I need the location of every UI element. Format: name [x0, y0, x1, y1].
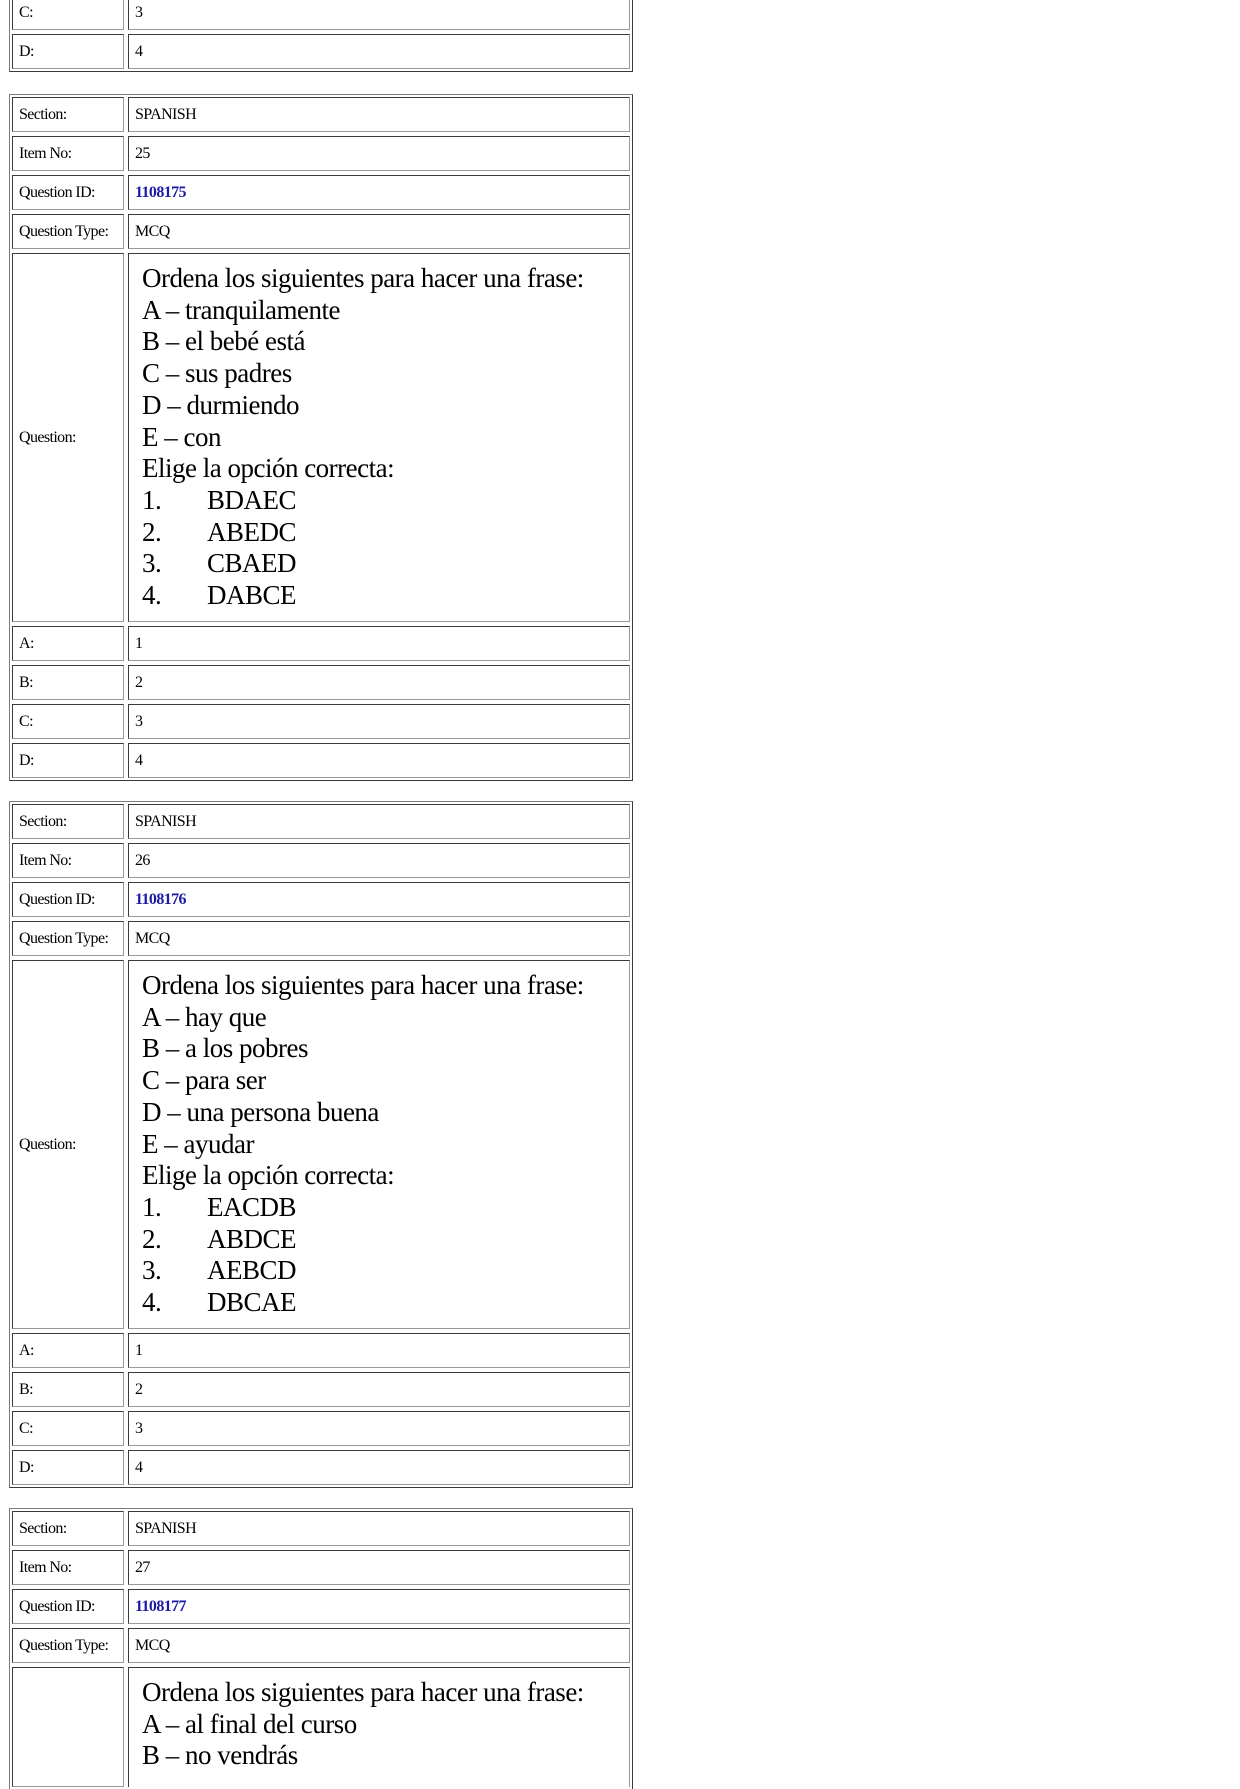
- question-table-item-25: [9, 94, 633, 781]
- question-part: B – a los pobres: [142, 1033, 308, 1064]
- option-number: 3.: [142, 548, 162, 579]
- option-number: 3.: [142, 1255, 162, 1286]
- question-type-value: MCQ: [128, 214, 630, 249]
- answer-label: A:: [12, 626, 124, 661]
- answer-value: 4: [128, 34, 630, 69]
- question-type-label: Question Type:: [12, 214, 124, 249]
- question-type-row: [12, 214, 630, 249]
- answer-label: D:: [12, 34, 124, 69]
- answer-row-b: [12, 1372, 630, 1407]
- answer-value: 2: [128, 665, 630, 700]
- section-row: [12, 1511, 630, 1546]
- section-label: Section:: [12, 97, 124, 132]
- question-part: A – al final del curso: [142, 1708, 357, 1739]
- question-id-label: Question ID:: [12, 175, 124, 210]
- answer-label: D:: [12, 743, 124, 778]
- answer-value: 1: [128, 626, 630, 661]
- answer-value: 2: [128, 1372, 630, 1407]
- question-id-label: Question ID:: [12, 882, 124, 917]
- option-number: 2.: [142, 516, 162, 547]
- question-prompt: Elige la opción correcta:: [142, 453, 395, 484]
- question-type-value: MCQ: [128, 921, 630, 956]
- question-row: [12, 1667, 630, 1787]
- question-option: [142, 548, 629, 580]
- question-part: B – no vendrás: [142, 1740, 298, 1771]
- question-table-partial: [9, 0, 633, 72]
- question-intro: Ordena los siguientes para hacer una frase:: [142, 1677, 584, 1707]
- question-part: E – ayudar: [142, 1128, 254, 1159]
- question-part: E – con: [142, 421, 221, 452]
- question-option: [142, 580, 629, 612]
- answer-label: C:: [12, 0, 124, 30]
- item-no-value: 25: [128, 136, 630, 171]
- question-id-row: [12, 175, 630, 210]
- question-id-value: 1108176: [128, 882, 630, 917]
- question-text: [128, 960, 630, 1329]
- answer-value: 3: [128, 1411, 630, 1446]
- question-id-row: [12, 1589, 630, 1624]
- item-no-value: 27: [128, 1550, 630, 1585]
- question-intro: Ordena los siguientes para hacer una frase:: [142, 263, 584, 293]
- question-label: Question:: [12, 253, 124, 622]
- item-no-value: 26: [128, 843, 630, 878]
- option-value: DBCAE: [207, 1287, 297, 1318]
- question-type-value: MCQ: [128, 1628, 630, 1663]
- item-no-label: Item No:: [12, 1550, 124, 1585]
- question-id-label: Question ID:: [12, 1589, 124, 1624]
- item-no-row: [12, 843, 630, 878]
- question-text: [128, 253, 630, 622]
- option-number: 4.: [142, 1287, 162, 1318]
- question-option: [142, 485, 629, 517]
- answer-value: 3: [128, 0, 630, 30]
- section-row: [12, 804, 630, 839]
- answer-label: B:: [12, 1372, 124, 1407]
- question-option: [142, 1192, 629, 1224]
- question-intro: Ordena los siguientes para hacer una frase:: [142, 970, 584, 1000]
- question-type-label: Question Type:: [12, 921, 124, 956]
- question-row: [12, 960, 630, 1329]
- question-table-item-26: [9, 801, 633, 1488]
- question-type-row: [12, 1628, 630, 1663]
- option-value: ABDCE: [207, 1223, 297, 1254]
- answer-label: A:: [12, 1333, 124, 1368]
- question-option: [142, 1255, 629, 1287]
- option-number: 1.: [142, 484, 162, 515]
- question-row: [12, 253, 630, 622]
- item-no-row: [12, 136, 630, 171]
- answer-row-d: [12, 34, 630, 69]
- question-part: B – el bebé está: [142, 326, 305, 357]
- section-value: SPANISH: [128, 804, 630, 839]
- answer-row-a: [12, 626, 630, 661]
- answer-label: C:: [12, 704, 124, 739]
- option-value: DABCE: [207, 580, 297, 611]
- option-number: 4.: [142, 580, 162, 611]
- answer-row-d: [12, 1450, 630, 1485]
- answer-row-c: [12, 1411, 630, 1446]
- question-part: A – hay que: [142, 1001, 267, 1032]
- answer-value: 1: [128, 1333, 630, 1368]
- question-label: [12, 1667, 124, 1787]
- option-number: 1.: [142, 1191, 162, 1222]
- answer-label: C:: [12, 1411, 124, 1446]
- item-no-label: Item No:: [12, 136, 124, 171]
- option-value: EACDB: [207, 1191, 297, 1222]
- question-part: C – sus padres: [142, 358, 292, 389]
- question-id-value: 1108177: [128, 1589, 630, 1624]
- answer-row-b: [12, 665, 630, 700]
- option-value: ABEDC: [207, 516, 297, 547]
- question-id-value: 1108175: [128, 175, 630, 210]
- section-row: [12, 97, 630, 132]
- section-value: SPANISH: [128, 97, 630, 132]
- answer-row-a: [12, 1333, 630, 1368]
- answer-value: 3: [128, 704, 630, 739]
- question-table-item-27: [9, 1508, 633, 1789]
- option-value: AEBCD: [207, 1255, 297, 1286]
- option-value: BDAEC: [207, 484, 297, 515]
- answer-row-c: [12, 0, 630, 30]
- answer-label: B:: [12, 665, 124, 700]
- item-no-label: Item No:: [12, 843, 124, 878]
- option-value: CBAED: [207, 548, 297, 579]
- question-part: C – para ser: [142, 1065, 266, 1096]
- question-label: Question:: [12, 960, 124, 1329]
- question-part: D – durmiendo: [142, 389, 299, 420]
- question-option: [142, 517, 629, 549]
- question-option: [142, 1287, 629, 1319]
- answer-value: 4: [128, 1450, 630, 1485]
- question-prompt: Elige la opción correcta:: [142, 1160, 395, 1191]
- section-value: SPANISH: [128, 1511, 630, 1546]
- answer-row-c: [12, 704, 630, 739]
- question-type-row: [12, 921, 630, 956]
- answer-label: D:: [12, 1450, 124, 1485]
- question-type-label: Question Type:: [12, 1628, 124, 1663]
- question-option: [142, 1224, 629, 1256]
- answer-row-d: [12, 743, 630, 778]
- question-text: [128, 1667, 630, 1787]
- item-no-row: [12, 1550, 630, 1585]
- question-part: D – una persona buena: [142, 1096, 379, 1127]
- question-id-row: [12, 882, 630, 917]
- section-label: Section:: [12, 804, 124, 839]
- section-label: Section:: [12, 1511, 124, 1546]
- option-number: 2.: [142, 1223, 162, 1254]
- question-part: A – tranquilamente: [142, 294, 340, 325]
- answer-value: 4: [128, 743, 630, 778]
